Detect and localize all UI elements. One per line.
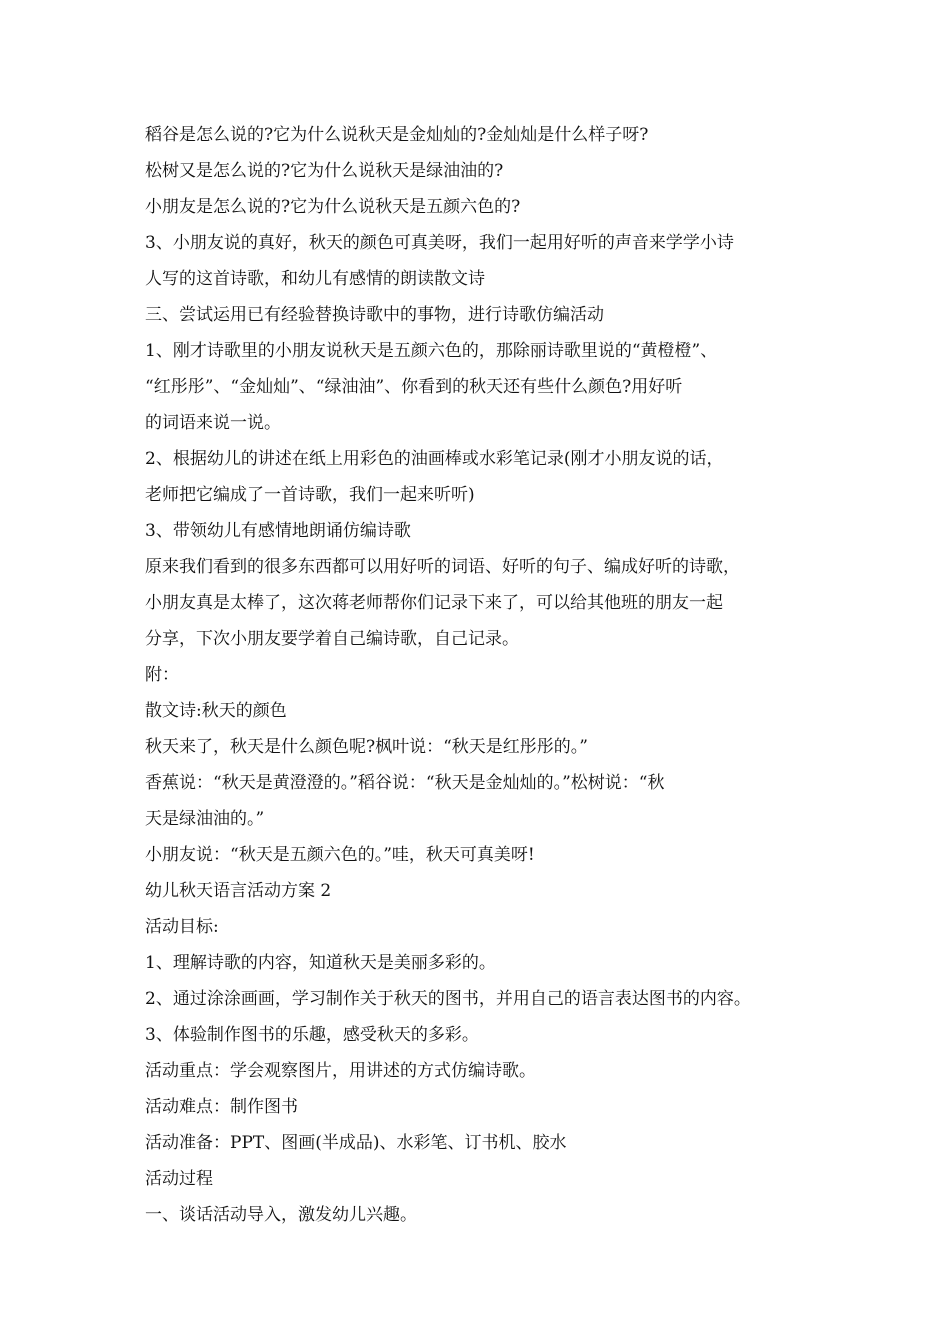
text-line: 活动重点：学会观察图片，用讲述的方式仿编诗歌。 xyxy=(145,1061,536,1081)
text-line: 小朋友真是太棒了，这次蒋老师帮你们记录下来了，可以给其他班的朋友一起 xyxy=(145,593,723,613)
text-line: 1、刚才诗歌里的小朋友说秋天是五颜六色的，那除丽诗歌里说的“黄橙橙”、 xyxy=(145,341,718,361)
text-line: 一、谈话活动导入，激发幼儿兴趣。 xyxy=(145,1205,417,1225)
text-line: 2、通过涂涂画画，学习制作关于秋天的图书，并用自己的语言表达图书的内容。 xyxy=(145,989,751,1009)
text-line: “红彤彤”、“金灿灿”、“绿油油”、你看到的秋天还有些什么颜色?用好听 xyxy=(145,377,683,397)
text-line: 活动准备：PPT、图画(半成品)、水彩笔、订书机、胶水 xyxy=(145,1133,567,1153)
text-line: 香蕉说：“秋天是黄澄澄的。”稻谷说：“秋天是金灿灿的。”松树说：“秋 xyxy=(145,773,665,793)
text-line: 小朋友是怎么说的?它为什么说秋天是五颜六色的? xyxy=(145,197,521,217)
text-line: 人写的这首诗歌，和幼儿有感情的朗读散文诗 xyxy=(145,269,485,289)
poem-title: 散文诗:秋天的颜色 xyxy=(145,701,287,721)
text-line: 3、体验制作图书的乐趣，感受秋天的多彩。 xyxy=(145,1025,479,1045)
text-line: 的词语来说一说。 xyxy=(145,413,281,433)
text-line: 附： xyxy=(145,665,179,685)
text-line: 活动过程 xyxy=(145,1169,213,1189)
text-line: 1、理解诗歌的内容，知道秋天是美丽多彩的。 xyxy=(145,953,496,973)
text-line: 2、根据幼儿的讲述在纸上用彩色的油画棒或水彩笔记录(刚才小朋友说的话， xyxy=(145,449,724,469)
text-line: 稻谷是怎么说的?它为什么说秋天是金灿灿的?金灿灿是什么样子呀? xyxy=(145,125,649,145)
section-heading: 三、尝试运用已有经验替换诗歌中的事物，进行诗歌仿编活动 xyxy=(145,305,604,325)
text-line: 分享，下次小朋友要学着自己编诗歌，自己记录。 xyxy=(145,629,519,649)
text-line: 活动难点：制作图书 xyxy=(145,1097,298,1117)
text-line: 天是绿油油的。” xyxy=(145,809,265,829)
plan-title: 幼儿秋天语言活动方案 2 xyxy=(145,881,332,901)
text-line: 活动目标: xyxy=(145,917,219,937)
text-line: 老师把它编成了一首诗歌，我们一起来听听) xyxy=(145,485,475,505)
text-line: 秋天来了，秋天是什么颜色呢?枫叶说：“秋天是红彤彤的。” xyxy=(145,737,588,757)
text-line: 松树又是怎么说的?它为什么说秋天是绿油油的? xyxy=(145,161,504,181)
text-line: 原来我们看到的很多东西都可以用好听的词语、好听的句子、编成好听的诗歌， xyxy=(145,557,740,577)
text-line: 3、带领幼儿有感情地朗诵仿编诗歌 xyxy=(145,521,411,541)
text-line: 小朋友说：“秋天是五颜六色的。”哇，秋天可真美呀! xyxy=(145,845,535,865)
text-line: 3、小朋友说的真好，秋天的颜色可真美呀，我们一起用好听的声音来学学小诗 xyxy=(145,233,734,253)
